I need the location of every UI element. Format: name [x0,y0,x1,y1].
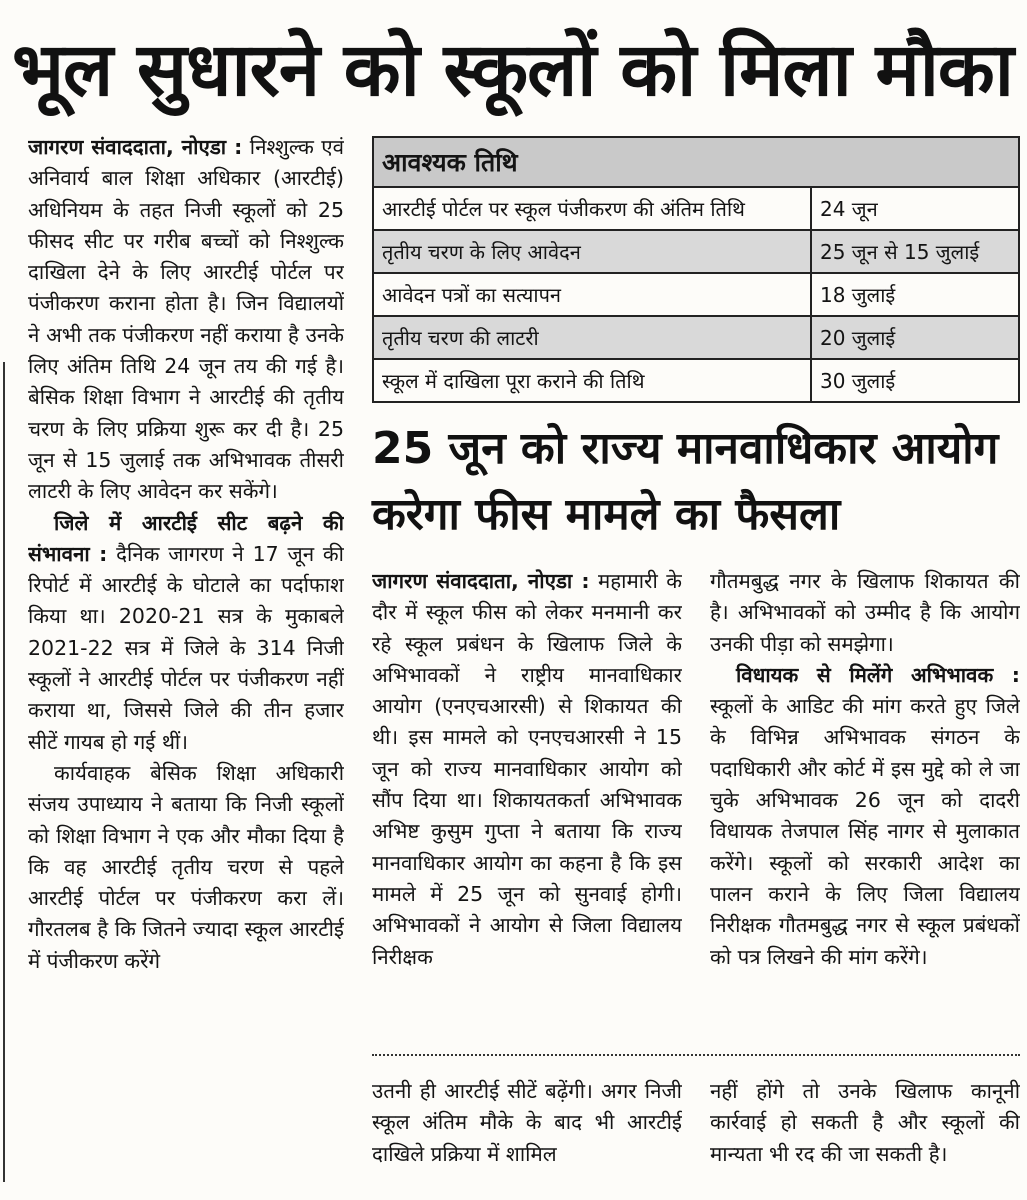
table-date-cell: 24 जून [811,187,1019,230]
table-event-cell: आरटीई पोर्टल पर स्कूल पंजीकरण की अंतिम तिथि [373,187,811,230]
rte-seat-paragraph [28,508,344,758]
second-article-column-1 [372,566,682,1041]
second-article-headline: 25 जून को राज्य मानवाधिकार आयोग करेगा फीस मामले का फैसला [372,423,999,540]
continuation-column-2 [710,1076,1020,1188]
table-date-cell: 25 जून से 15 जुलाई [811,230,1019,273]
table-event-cell: तृतीय चरण की लाटरी [373,316,811,359]
table-row [373,359,1019,402]
left-margin-rule [3,362,5,1182]
subhead-mla-meeting: विधायक से मिलेंगे अभिभावक : [736,662,1020,687]
table-row [373,273,1019,316]
table-event-cell: स्कूल में दाखिला पूरा कराने की तिथि [373,359,811,402]
second-article-column-2 [710,566,1020,1041]
intro-text: निश्शुल्क एवं अनिवार्य बाल शिक्षा अधिकार (आरटीई) अधिनियम के तहत निजी स्कूलों को 25 फीसद सीट पर गरीब बच्चों को निश्शुल्क दाखिला देने के लिए आरटीई पोर्टल पर पंजीकरण कराना होता है। जिन विद्यालयों ने अभी तक पंजीकरण नहीं कराया है उनके लिए अंतिम तिथि 24 जून तय की गई है। बेसिक शिक्षा विभाग ने आरटीई की तृतीय चरण के लिए प्रक्रिया शुरू कर दी है। 25 जून से 15 जुलाई तक अभिभावक तीसरी लाटरी के लिए आवेदन कर सकेंगे। [28,135,344,504]
mla-meeting-text: स्कूलों के आडिट की मांग करते हुए जिले के विभिन्न अभिभावक संगठन के पदाधिकारी और कोर्ट में इस मुद्दे को ले जा चुके अभिभावक 26 जून को दादरी विधायक तेजपाल सिंह नागर से मुलाकात करेंगे। स्कूलों को सरकारी आदेश का पालन कराने के लिए जिला विद्यालय निरीक्षक गौतमबुद्ध नगर से स्कूल प्रबंधकों को पत्र लिखने की मांग करेंगे। [710,694,1020,969]
dotted-divider [372,1054,1020,1056]
main-headline: भूल सुधारने को स्कूलों को मिला मौका [12,27,1013,113]
byline: जागरण संवाददाता, नोएडा : [28,135,243,159]
continuation-column-1 [372,1076,682,1188]
mla-meeting-paragraph [710,660,1020,973]
table-event-cell: आवेदन पत्रों का सत्यापन [373,273,811,316]
table-date-cell: 30 जुलाई [811,359,1019,402]
table-date-cell: 18 जुलाई [811,273,1019,316]
left-article-column [28,132,344,1187]
byline: जागरण संवाददाता, नोएडा : [372,569,590,593]
subhead-rte-seats: जिले में आरटीई सीट बढ़ने की संभावना : [28,510,344,566]
table-title: आवश्यक तिथि [373,137,1019,187]
intro-paragraph [28,132,344,508]
table-row [373,230,1019,273]
officer-paragraph: कार्यवाहक बेसिक शिक्षा अधिकारी संजय उपाध्याय ने बताया कि निजी स्कूलों को शिक्षा विभाग ने एक और मौका दिया है कि वह आरटीई तृतीय चरण से पहले आरटीई पोर्टल पर पंजीकरण करा लें। गौरतलब है कि जितने ज्यादा स्कूल आरटीई में पंजीकरण करेंगे [28,760,344,973]
important-dates-table [372,136,1020,403]
fee-complaint-text: महामारी के दौर में स्कूल फीस को लेकर मनमानी कर रहे स्कूल प्रबंधन के खिलाफ जिले के अभिभावकों ने राष्ट्रीय मानवाधिकार आयोग (एनएचआरसी) से शिकायत की थी। इस मामले को एनएचआरसी ने 15 जून को राज्य मानवाधिकार आयोग को सौंप दिया था। शिकायतकर्ता अभिभावक अभिष्ट कुसुम गुप्ता ने बताया कि राज्य मानवाधिकार आयोग का कहना है कि इस मामले में 25 जून को सुनवाई होगी। अभिभावकों ने आयोग से जिला विद्यालय निरीक्षक [372,569,682,969]
table-row [373,187,1019,230]
continuation-text-2: नहीं होंगे तो उनके खिलाफ कानूनी कार्रवाई हो सकती है और स्कूलों की मान्यता भी रद की जा सकती है। [710,1079,1020,1166]
table-event-cell: तृतीय चरण के लिए आवेदन [373,230,811,273]
continuation-text-1: उतनी ही आरटीई सीटें बढ़ेंगी। अगर निजी स्कूल अंतिम मौके के बाद भी आरटीई दाखिले प्रक्रिया में शामिल [372,1079,682,1166]
complaint-continued-paragraph: गौतमबुद्ध नगर के खिलाफ शिकायत की है। अभिभावकों को उम्मीद है कि आयोग उनकी पीड़ा को समझेगा। [710,569,1020,656]
rte-seat-text: दैनिक जागरण ने 17 जून की रिपोर्ट में आरटीई के घोटाले का पर्दाफाश किया था। 2020-21 सत्र के मुकाबले 2021-22 सत्र में जिले के 314 निजी स्कूलों ने आरटीई पोर्टल पर पंजीकरण नहीं कराया था, जिससे जिले की तीन हजार सीटें गायब हो गई थीं। [28,541,344,754]
table-row [373,316,1019,359]
fee-complaint-paragraph [372,566,682,973]
table-date-cell: 20 जुलाई [811,316,1019,359]
